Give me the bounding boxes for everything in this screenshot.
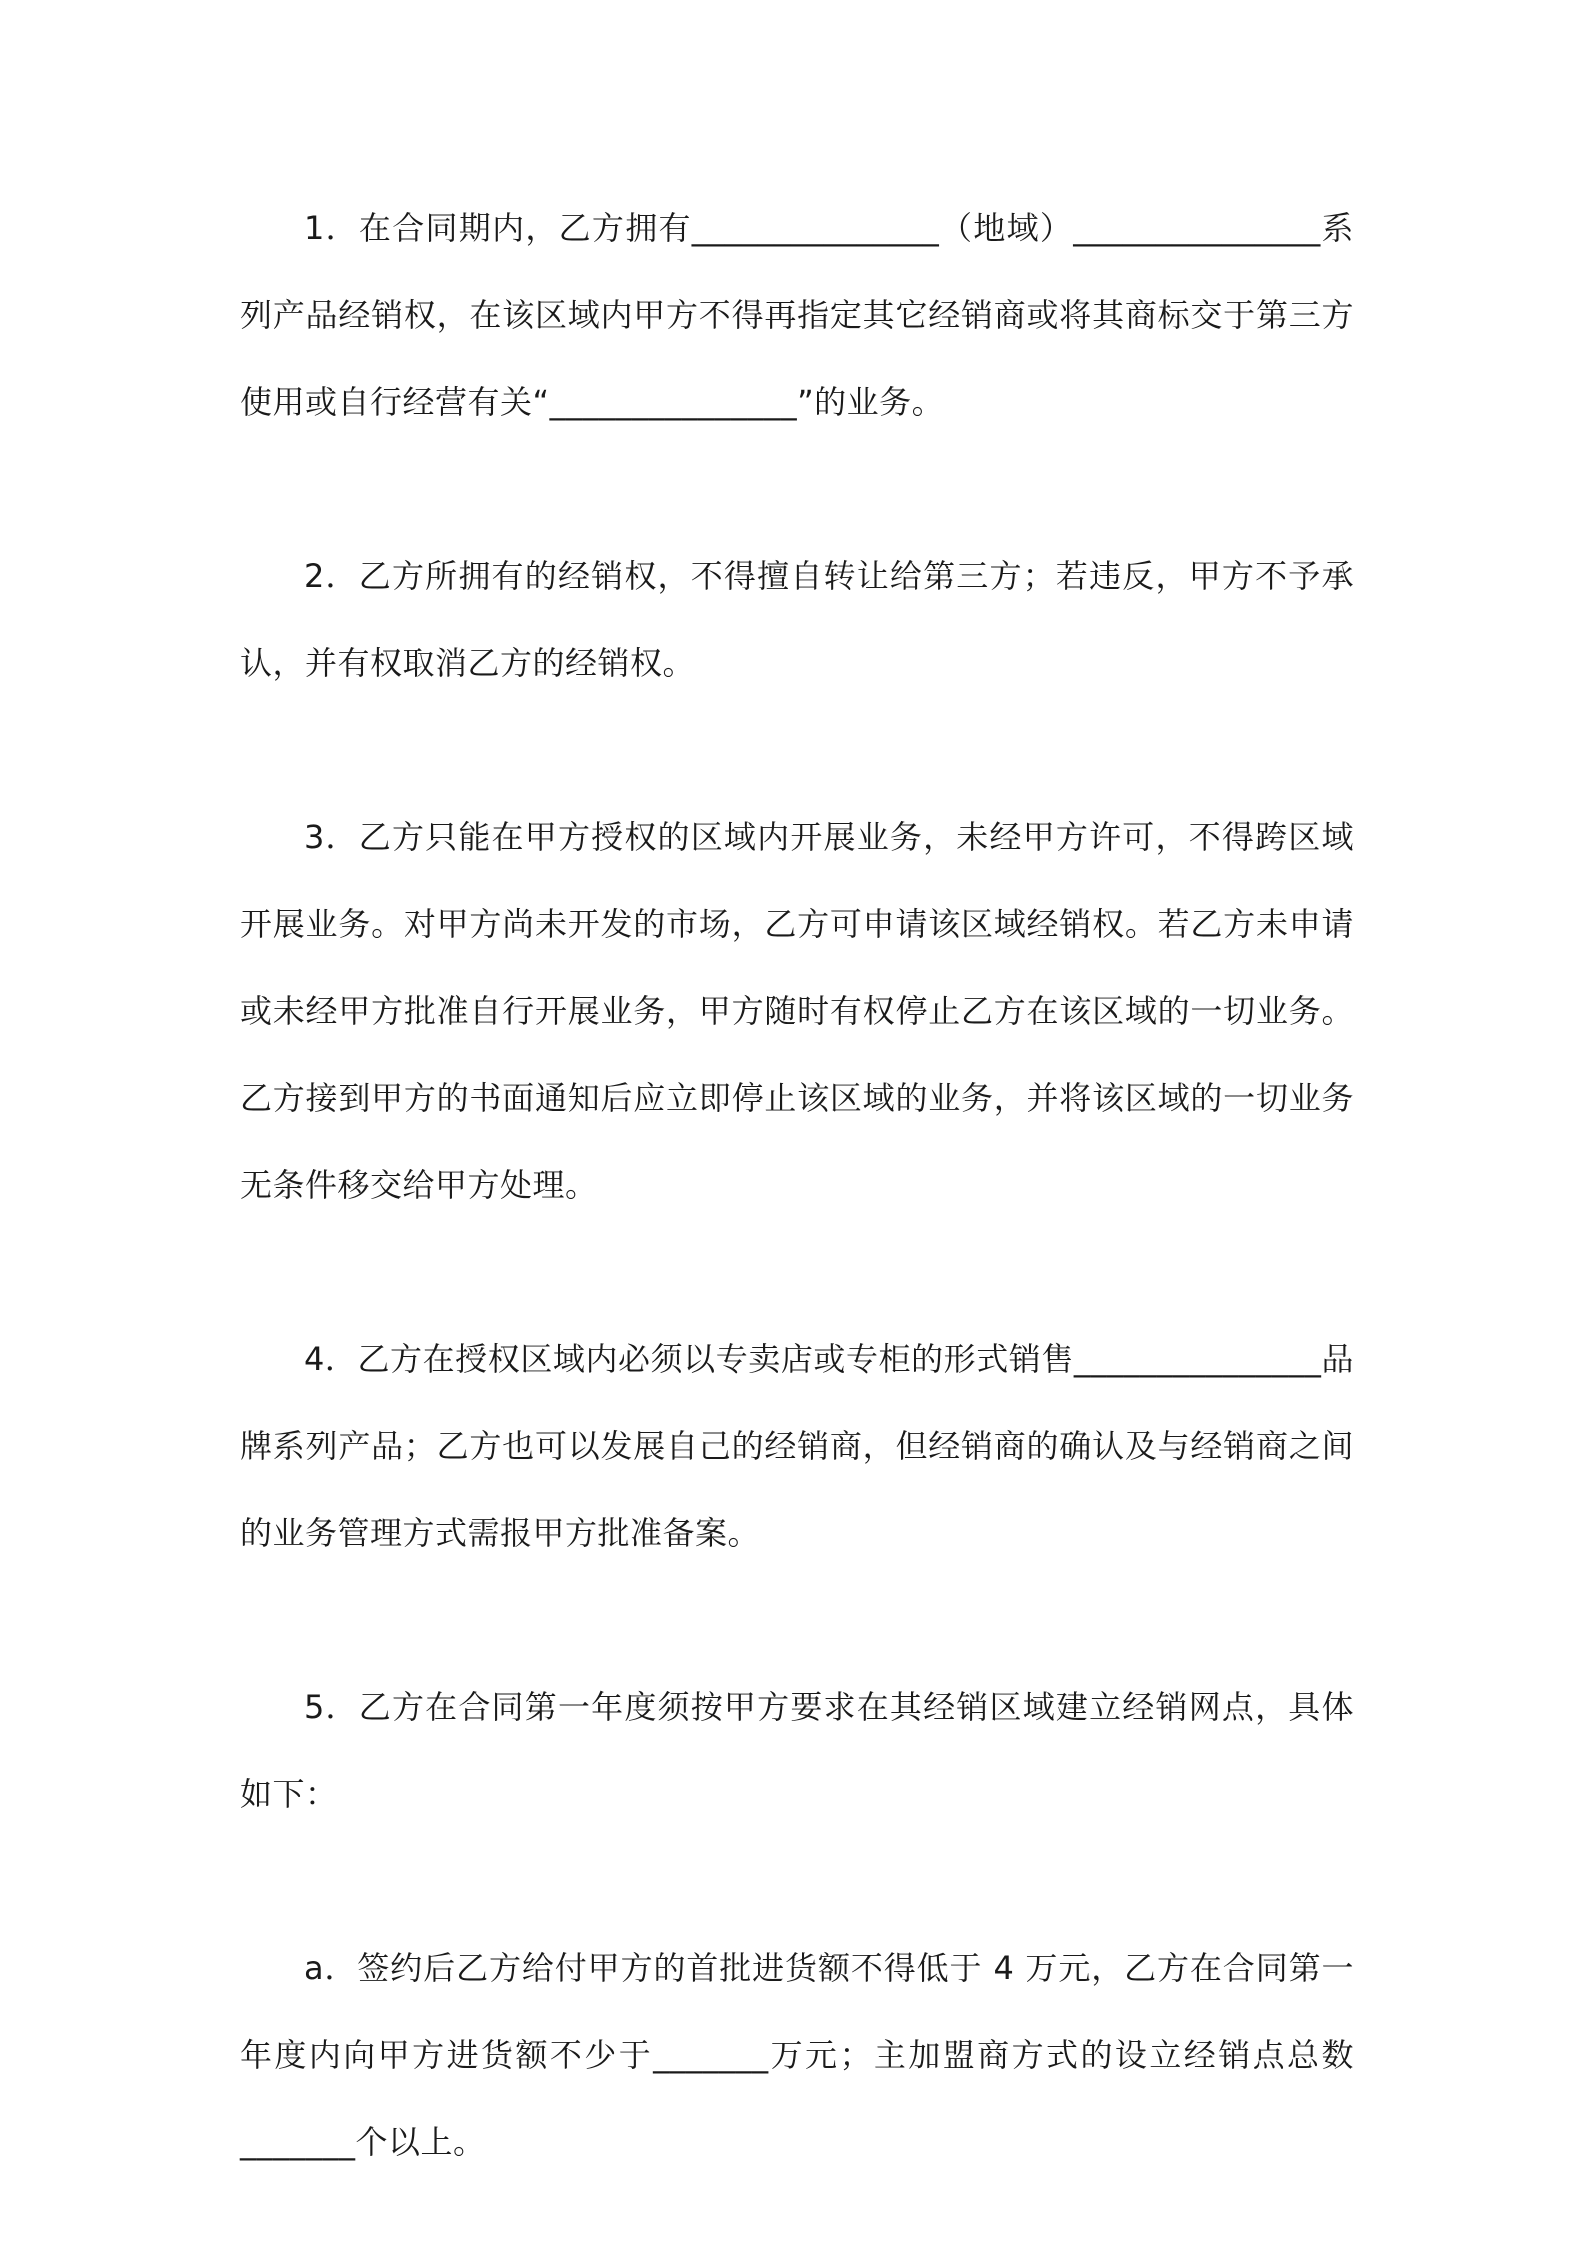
clause-1-paragraph: 1．在合同期内，乙方拥有_______________（地域）_______________系列产品经销权，在该区域内甲方不得再指定其它经销商或将其商标交于第三方使用或自行经营有关“_______________”的业务。 xyxy=(240,209,1354,421)
clause-3-paragraph: 3．乙方只能在甲方授权的区域内开展业务，未经甲方许可，不得跨区域开展业务。对甲方尚未开发的市场，乙方可申请该区域经销权。若乙方未申请或未经甲方批准自行开展业务，甲方随时有权停止乙方在该区域的一切业务。乙方接到甲方的书面通知后应立即停止该区域的业务，并将该区域的一切业务无条件移交给甲方处理。 xyxy=(240,818,1354,1204)
clause-2-paragraph: 2．乙方所拥有的经销权，不得擅自转让给第三方；若违反，甲方不予承认，并有权取消乙方的经销权。 xyxy=(240,557,1354,682)
document-body xyxy=(240,185,1354,2186)
clause-5-paragraph: 5．乙方在合同第一年度须按甲方要求在其经销区域建立经销网点，具体如下： xyxy=(240,1688,1354,1813)
clause-4-paragraph: 4．乙方在授权区域内必须以专卖店或专柜的形式销售_______________品牌系列产品；乙方也可以发展自己的经销商，但经销商的确认及与经销商之间的业务管理方式需报甲方批准备案。 xyxy=(240,1340,1354,1552)
clause-5a-paragraph: a．签约后乙方给付甲方的首批进货额不得低于 4 万元，乙方在合同第一年度内向甲方进货额不少于_______万元；主加盟商方式的设立经销点总数_______个以上。 xyxy=(240,1949,1354,2161)
